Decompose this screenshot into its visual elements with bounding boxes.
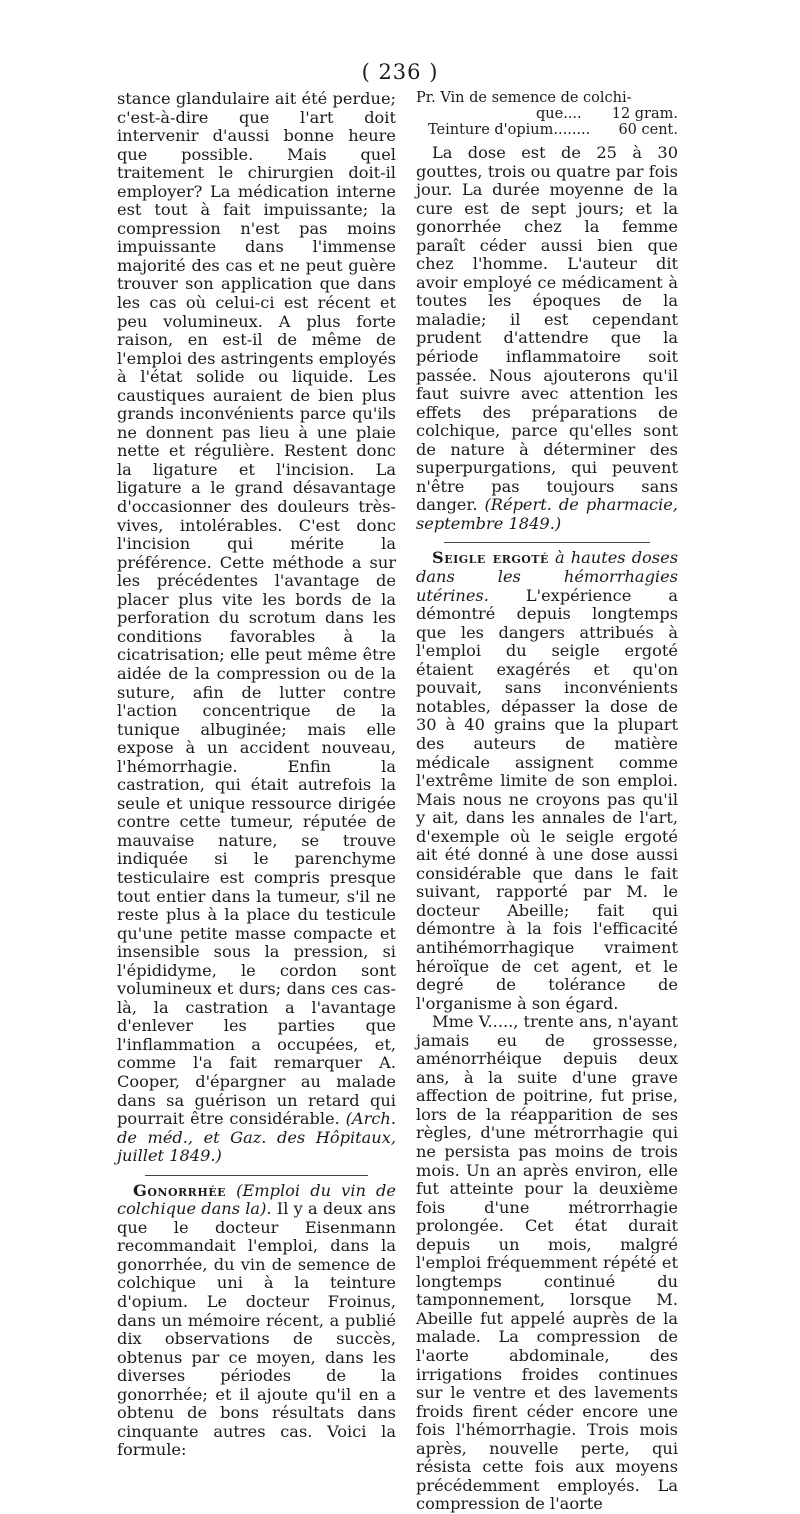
section-divider — [444, 542, 650, 543]
section-divider — [145, 1175, 368, 1176]
formula-line-2-value: 12 gram. — [611, 106, 678, 122]
seigle-section — [416, 549, 678, 1013]
prescription-formula — [416, 90, 678, 138]
formula-line-2 — [416, 106, 678, 122]
castration-text: stance glandulaire ait été perdue; c'est-à-dire que l'art doit intervenir d'aussi bonne heure que possible. Mais quel traitement le chirurgien doit-il employer? La médication interne est tout à fait impuissante; la compression n'est pas moins impuissante dans l'immense majorité des cas et ne peut guère trouver son application que dans les cas où celui-ci est récent et peu volumineux. A plus forte raison, en est-il de même de l'emploi des astringents employés à l'état solide ou liquide. Les caustiques auraient de bien plus grands inconvénients parce qu'ils ne donnent pas lieu à une plaie nette et régulière. Restent donc la ligature et l'incision. La ligature a le grand désavantage d'occasionner des douleurs très-vives, intolérables. C'est donc l'incision qui mérite la préférence. Cette méthode a sur les précédentes l'avantage de placer plus vite les bords de la perforation du scrotum dans les conditions favorables à la cicatrisation; elle peut même être aidée de la compression ou de la suture, afin de lutter contre l'action concentrique de la tunique albuginée; mais elle expose à un accident nouveau, l'hémorrhagie. Enfin la castration, qui était autrefois la seule et unique ressource dirigée contre cette tumeur, réputée de mauvaise nature, se trouve indiquée si le parenchyme testiculaire est compris presque tout entier dans la tumeur, s'il ne reste plus à la place du testicule qu'une petite masse compacte et insensible sous la pression, si l'épididyme, le cordon sont volumineux et durs; dans ces cas-là, la castration a l'avantage d'enlever les parties que l'inflammation a occupées, et, comme l'a fait remarquer A. Cooper, d'épargner au malade dans sa guérison un retard qui pourrait être considérable. — [117, 89, 396, 1129]
section-subtitle-gonorrhee: (Emploi du vin de colchique dans la). — [117, 1180, 397, 1219]
formula-line-2-label: que.... — [536, 106, 582, 122]
seigle-text: L'expérience a démontré depuis longtemps que les dangers attribués à l'emploi du seigle ergoté étaient exagérés et qu'on pouvait, sans inconvénients notables, dépasser la dose de 30 à 40 grains que la plupart des auteurs de matière médicale assignent comme l'extrême limite de son emploi. Mais nous ne croyons pas qu'il y ait, dans les annales de l'art, d'exemple où le seigle ergoté ait été donné à une dose aussi considérable que dans le fait suivant, rapporté par M. le docteur Abeille; fait qui démontre à la fois l'efficacité antihémorrhagique vraiment héroïque de cet agent, et le degré de tolérance de l'organisme à son égard. — [416, 585, 678, 1013]
gonorrhee-text: Il y a deux ans que le docteur Eisenmann recommandait l'emploi, dans la gonorrhée, du vin de semence de colchique uni à la teinture d'opium. Le docteur Froinus, dans un mémoire récent, a publié dix observations de succès, obtenus par ce moyen, dans les diverses périodes de la gonorrhée; et il ajoute qu'il en a obtenu de bons résultats dans cinquante autres cas. Voici la formule: — [117, 1199, 396, 1460]
formula-line-3-value: 60 cent. — [618, 122, 678, 138]
formula-line-1: Pr. Vin de semence de colchi- — [416, 90, 632, 106]
section-heading-seigle: Seigle ergoté — [432, 548, 549, 568]
left-paragraph-1 — [117, 90, 396, 1166]
formula-line-3 — [416, 122, 678, 138]
section-subtitle-seigle: à hautes doses dans les hémorrhagies utérines. — [416, 548, 678, 605]
source-citation-repert: (Répert. de pharmacie, septembre 1849.) — [416, 495, 678, 533]
case-paragraph: Mme V....., trente ans, n'ayant jamais eu de grossesse, aménorrhéique depuis deux ans, à la suite d'une grave affection de poitrine, fut prise, lors de la réapparition de ses règles, d'une métrorrhagie qui ne persista pas moins de trois mois. Un an après environ, elle fut atteinte pour la deuxième fois d'une métrorrhagie prolongée. Cet état durait depuis un mois, malgré l'emploi fréquemment répété et longtemps continué du tamponnement, lorsque M. Abeille fut appelé auprès de la malade. La compression de l'aorte abdominale, des irrigations froides continues sur le ventre et des lavements froids firent céder encore une fois l'hémorrhagie. Trois mois après, nouvelle perte, qui résista cette fois aux moyens précédemment employés. La compression de l'aorte — [416, 1012, 678, 1514]
dose-paragraph — [416, 144, 678, 533]
gonorrhee-section — [117, 1182, 396, 1460]
source-citation-arch: (Arch. de méd., et Gaz. des Hôpitaux, juillet 1849.) — [117, 1109, 396, 1166]
left-column — [117, 90, 396, 1460]
dose-text: La dose est de 25 à 30 gouttes, trois ou quatre par fois jour. La durée moyenne de la cure est de sept jours; et la gonorrhée chez la femme paraît céder aussi bien que chez l'homme. L'auteur dit avoir employé ce médicament à toutes les époques de la maladie; il est cependant prudent d'attendre que la période inflammatoire soit passée. Nous ajouterons qu'il faut suivre avec attention les effets des préparations de colchique, parce qu'elles sont de nature à déterminer des superpurgations, qui peuvent n'être pas toujours sans danger. — [416, 143, 678, 515]
section-heading-gonorrhee: Gonorrhée — [133, 1180, 226, 1200]
formula-line-3-label: Teinture d'opium........ — [428, 122, 591, 138]
right-column — [416, 90, 678, 1514]
page-number: ( 236 ) — [361, 60, 439, 84]
